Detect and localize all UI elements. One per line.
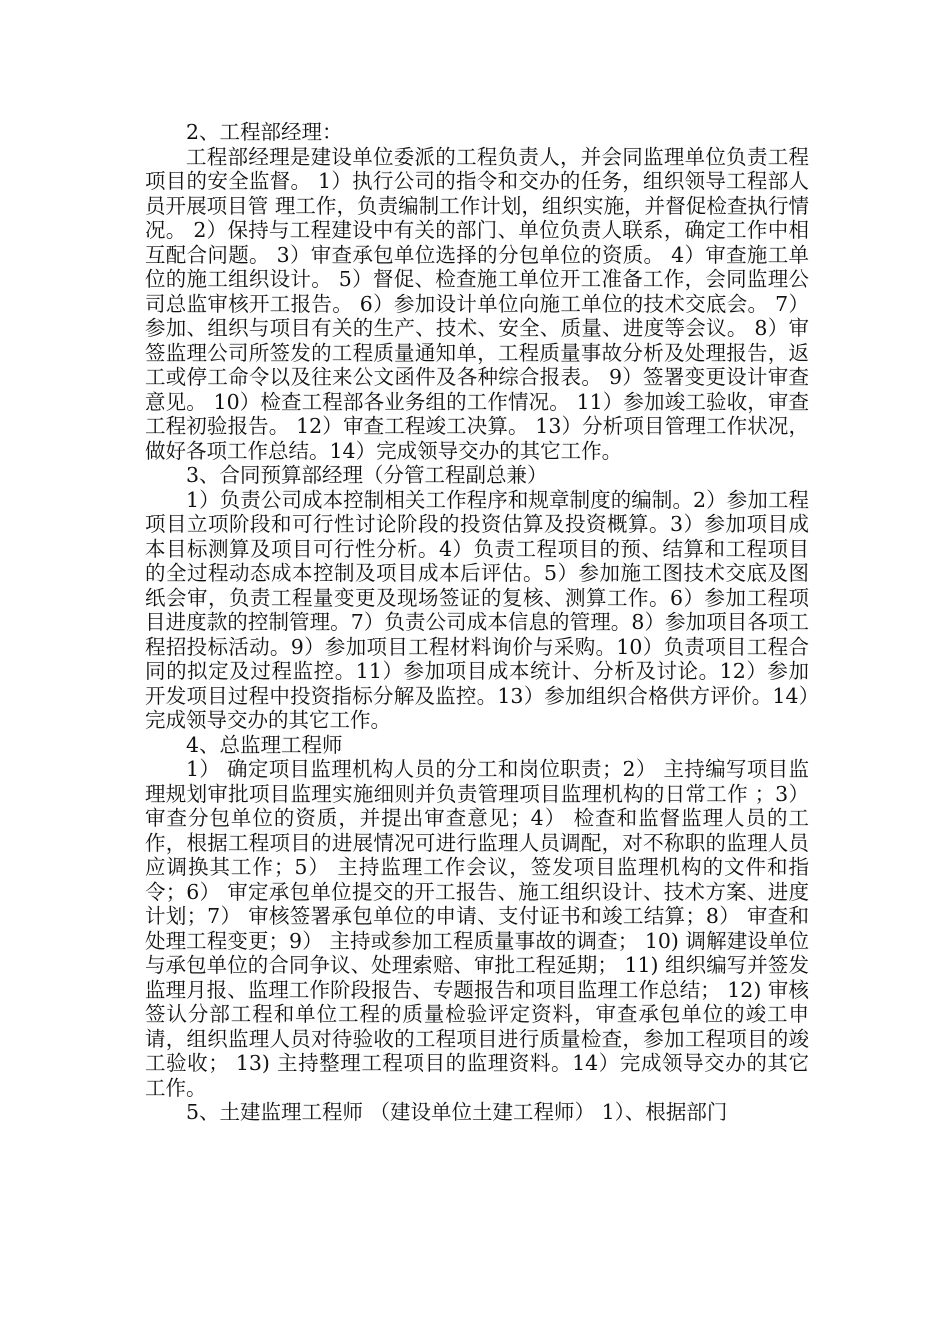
section-heading-contract-budget-manager: 3、合同预算部经理（分管工程副总兼）: [186, 463, 548, 487]
section-heading-engineering-manager: 2、工程部经理：: [186, 120, 343, 144]
section-body-engineering-manager: 工程部经理是建设单位委派的工程负责人，并会同监理单位负责工程项目的安全监督。 1）执行公司的指令和交办的任务，组织领导工程部人员开展项目管 理工作，负责编制工作计划，组织实施，并督促检查执行情况。 2）保持与工程建设中有关的部门、单位负责人联系，确定工作中相互配合问题。 3）审查承包单位选择的分包单位的资质。 4）审查施工单位的施工组织设计。 5）督促、检查施工单位开工准备工作，会同监理公司总监审核开工报告。 6）参加设计单位向施工单位的技术交底会。 7）参加、组织与项目有关的生产、技术、安全、质量、进度等会议。 8）审签监理公司所签发的工程质量通知单，工程质量事故分析及处理报告，返工或停工命令以及往来公文函件及各种综合报表。 9）签署变更设计审查意见。 10）检查工程部各业务组的工作情况。 11）参加竣工验收，审查工程初验报告。 12）审查工程竣工决算。 13）分析项目管理工作状况，做好各项工作总结。14）完成领导交办的其它工作。: [145, 144, 809, 463]
section-body-chief-supervising-engineer: 1） 确定项目监理机构人员的分工和岗位职责；2） 主持编写项目监理规划审批项目监理实施细则并负责管理项目监理机构的日常工作 ；3） 审查分包单位的资质，并提出审查意见；4） 检查和监督监理人员的工作，根据工程项目的进展情况可进行监理人员调配，对不称职的监理人员应调换其工作；5） 主持监理工作会议，签发项目监理机构的文件和指令；6） 审定承包单位提交的开工报告、施工组织设计、技术方案、进度计划；7） 审核签署承包单位的申请、支付证书和竣工结算；8） 审查和处理工程变更；9） 主持或参加工程质量事故的调查； 10) 调解建设单位与承包单位的合同争议、处理索赔、审批工程延期； 11) 组织编写并签发监理月报、监理工作阶段报告、专题报告和项目监理工作总结； 12) 审核签认分部工程和单位工程的质量检验评定资料，审查承包单位的竣工申请，组织监理人员对待验收的工程项目进行质量检查，参加工程项目的竣工验收； 13) 主持整理工程项目的监理资料。14）完成领导交办的其它工作。: [145, 757, 809, 1100]
section-heading-civil-supervising-engineer: 5、土建监理工程师 （建设单位土建工程师） 1）、根据部门: [186, 1100, 728, 1124]
document-page: [145, 120, 809, 1125]
section-body-contract-budget-manager: 1）负责公司成本控制相关工作程序和规章制度的编制。2）参加工程项目立项阶段和可行性讨论阶段的投资估算及投资概算。3）参加项目成本目标测算及项目可行性分析。4）负责工程项目的预、结算和工程项目的全过程动态成本控制及项目成本后评估。5）参加施工图技术交底及图纸会审，负责工程量变更及现场签证的复核、测算工作。6）参加工程项目进度款的控制管理。7）负责公司成本信息的管理。8）参加项目各项工程招投标活动。9）参加项目工程材料询价与采购。10）负责项目工程合同的拟定及过程监控。11）参加项目成本统计、分析及讨论。12）参加开发项目过程中投资指标分解及监控。13）参加组织合格供方评价。14）完成领导交办的其它工作。: [145, 487, 809, 732]
section-heading-chief-supervising-engineer: 4、总监理工程师: [186, 732, 343, 757]
